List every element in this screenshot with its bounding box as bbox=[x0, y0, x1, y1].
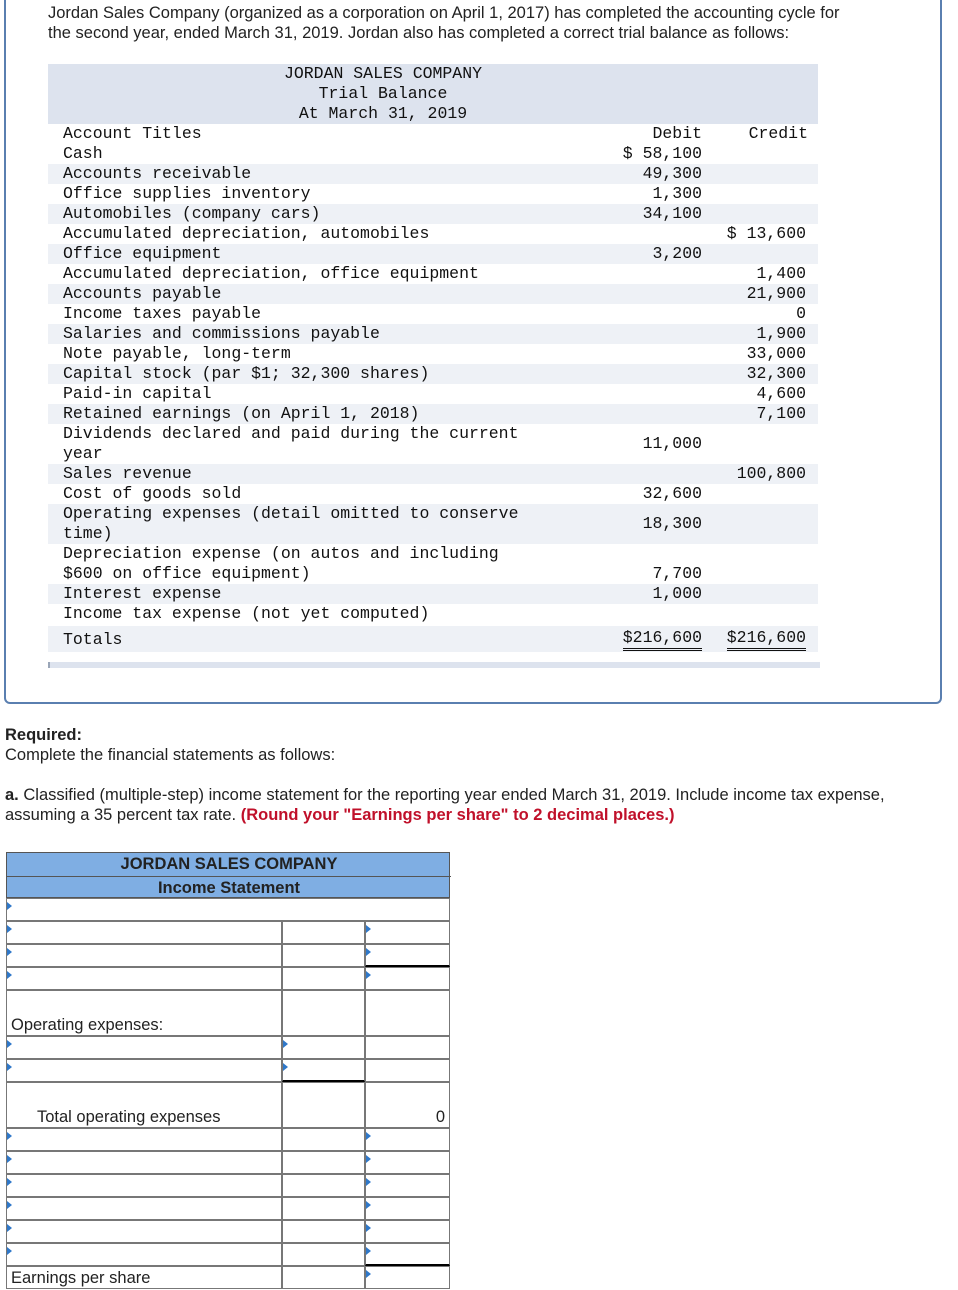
amount-input-outer[interactable] bbox=[365, 1151, 450, 1174]
tb-row bbox=[48, 544, 818, 584]
part-a-line-1: a. Classified (multiple-step) income statement for the reporting year ended March 31, 2019. Include income tax expense, bbox=[5, 786, 885, 804]
dropdown-arrow-icon bbox=[366, 1178, 371, 1186]
tb-account-title: Accounts receivable bbox=[63, 164, 252, 183]
tb-debit-amount: 7,700 bbox=[652, 564, 702, 583]
tb-account-title: Depreciation expense (on autos and including bbox=[63, 544, 499, 563]
statement-label-text: Earnings per share bbox=[11, 1269, 151, 1287]
amount-input-inner[interactable] bbox=[282, 1151, 365, 1174]
part-a-line-2 bbox=[5, 805, 945, 825]
tb-debit-amount: $ 58,100 bbox=[622, 144, 702, 163]
tb-row bbox=[48, 244, 818, 264]
income-statement-header bbox=[6, 852, 450, 898]
amount-input-outer[interactable] bbox=[365, 1082, 450, 1128]
amount-input-inner[interactable] bbox=[282, 1059, 365, 1082]
tb-account-title: Office supplies inventory bbox=[63, 184, 311, 203]
amount-input-outer[interactable] bbox=[365, 1036, 450, 1059]
dropdown-arrow-icon bbox=[7, 1063, 12, 1071]
amount-input-outer[interactable] bbox=[365, 1174, 450, 1197]
tb-row bbox=[48, 224, 818, 244]
amount-input-inner[interactable] bbox=[282, 1266, 365, 1289]
col-account-titles: Account Titles bbox=[63, 124, 202, 143]
tb-account-title: Income taxes payable bbox=[63, 304, 262, 323]
tb-debit-amount: 32,600 bbox=[642, 484, 702, 503]
tb-debit-amount: 11,000 bbox=[642, 434, 702, 453]
col-credit: Credit bbox=[748, 124, 808, 143]
amount-input-inner[interactable] bbox=[282, 1174, 365, 1197]
dropdown-arrow-icon bbox=[366, 1270, 371, 1278]
trial-balance-table bbox=[48, 64, 818, 668]
tb-credit-amount: 33,000 bbox=[746, 344, 806, 363]
tb-credit-amount: 21,900 bbox=[746, 284, 806, 303]
account-select[interactable] bbox=[6, 1128, 282, 1151]
required-instruction: Complete the financial statements as follows: bbox=[5, 746, 336, 764]
tb-account-title: Operating expenses (detail omitted to conserve bbox=[63, 504, 519, 523]
tb-row bbox=[48, 144, 818, 164]
dropdown-arrow-icon bbox=[366, 971, 371, 979]
tb-row bbox=[48, 324, 818, 344]
amount-input-outer[interactable] bbox=[365, 990, 450, 1036]
amount-input-outer[interactable] bbox=[365, 1059, 450, 1082]
statement-label bbox=[6, 990, 282, 1036]
amount-input-outer[interactable] bbox=[365, 1266, 450, 1289]
total-operating-expenses-value: 0 bbox=[435, 1108, 445, 1126]
intro-line-2: the second year, ended March 31, 2019. Jordan also has completed a correct trial balance as follows: bbox=[48, 24, 790, 42]
tb-row bbox=[48, 604, 818, 626]
tb-debit-amount: 49,300 bbox=[642, 164, 702, 183]
dropdown-arrow-icon bbox=[366, 1224, 371, 1232]
amount-input-inner[interactable] bbox=[282, 1128, 365, 1151]
dropdown-arrow-icon bbox=[7, 1132, 12, 1140]
tb-account-title: Cash bbox=[63, 144, 103, 163]
statement-label bbox=[6, 1266, 282, 1289]
account-select[interactable] bbox=[6, 1197, 282, 1220]
tb-debit-amount: 18,300 bbox=[642, 514, 702, 533]
tb-row bbox=[48, 584, 818, 604]
required-section bbox=[5, 725, 945, 825]
tb-row bbox=[48, 204, 818, 224]
tb-credit-amount: 1,400 bbox=[756, 264, 806, 283]
dropdown-arrow-icon bbox=[283, 1063, 288, 1071]
statement-label-text: Operating expenses: bbox=[11, 1016, 164, 1034]
tb-account-title: Paid-in capital bbox=[63, 384, 212, 403]
amount-input-outer[interactable] bbox=[365, 1243, 450, 1266]
tb-row bbox=[48, 304, 818, 324]
account-select[interactable] bbox=[6, 1243, 282, 1266]
tb-column-headers bbox=[48, 124, 818, 144]
tb-debit-amount: 1,300 bbox=[652, 184, 702, 203]
dropdown-arrow-icon bbox=[7, 1178, 12, 1186]
account-select[interactable] bbox=[6, 1151, 282, 1174]
dropdown-arrow-icon bbox=[7, 1155, 12, 1163]
tb-account-title: Accounts payable bbox=[63, 284, 222, 303]
tb-row bbox=[48, 404, 818, 424]
amount-input-inner[interactable] bbox=[282, 1036, 365, 1059]
account-select[interactable] bbox=[6, 1059, 282, 1082]
tb-debit-amount: 34,100 bbox=[642, 204, 702, 223]
problem-intro bbox=[48, 3, 928, 43]
tb-account-title: Sales revenue bbox=[63, 464, 192, 483]
account-select[interactable] bbox=[6, 921, 282, 944]
dropdown-arrow-icon bbox=[283, 1040, 288, 1048]
dropdown-arrow-icon bbox=[366, 1247, 371, 1255]
tb-account-title: Automobiles (company cars) bbox=[63, 204, 321, 223]
account-select[interactable] bbox=[6, 1174, 282, 1197]
tb-account-title: Accumulated depreciation, office equipment bbox=[63, 264, 479, 283]
amount-input-inner[interactable] bbox=[282, 967, 365, 990]
part-a-text: assuming a 35 percent tax rate. bbox=[5, 806, 237, 824]
tb-credit-amount: 1,900 bbox=[756, 324, 806, 343]
tb-account-title-cont: $600 on office equipment) bbox=[63, 564, 311, 583]
tb-account-title: Income tax expense (not yet computed) bbox=[63, 604, 430, 623]
dropdown-arrow-icon bbox=[7, 948, 12, 956]
tb-account-title: Salaries and commissions payable bbox=[63, 324, 380, 343]
tb-account-title: Retained earnings (on April 1, 2018) bbox=[63, 404, 420, 423]
tb-credit-amount: $216,600 bbox=[727, 628, 806, 651]
intro-line-1: Jordan Sales Company (organized as a corporation on April 1, 2017) has completed the accounting cycle for bbox=[48, 4, 840, 22]
tb-row bbox=[48, 464, 818, 484]
col-debit: Debit bbox=[652, 124, 702, 143]
tb-account-title: Totals bbox=[63, 630, 123, 649]
tb-debit-amount: $216,600 bbox=[623, 628, 702, 651]
tb-credit-amount: $ 13,600 bbox=[726, 224, 806, 243]
dropdown-arrow-icon bbox=[366, 925, 371, 933]
tb-row bbox=[48, 184, 818, 204]
tb-row bbox=[48, 284, 818, 304]
tb-debit-amount: 3,200 bbox=[652, 244, 702, 263]
dropdown-arrow-icon bbox=[366, 1155, 371, 1163]
tb-account-title: Cost of goods sold bbox=[63, 484, 242, 503]
amount-input-outer[interactable] bbox=[365, 921, 450, 944]
tb-credit-amount: 100,800 bbox=[736, 464, 806, 483]
tb-credit-amount: 32,300 bbox=[746, 364, 806, 383]
is-company: JORDAN SALES COMPANY bbox=[120, 855, 338, 873]
amount-input-outer[interactable] bbox=[365, 944, 450, 967]
tb-account-title: Accumulated depreciation, automobiles bbox=[63, 224, 430, 243]
required-heading: Required: bbox=[5, 726, 83, 744]
amount-input-outer[interactable] bbox=[365, 1128, 450, 1151]
tb-debit-amount: 1,000 bbox=[652, 584, 702, 603]
tb-row bbox=[48, 626, 818, 652]
tb-credit-amount: 4,600 bbox=[756, 384, 806, 403]
tb-account-title: Note payable, long-term bbox=[63, 344, 291, 363]
dropdown-arrow-icon bbox=[7, 1201, 12, 1209]
rounding-note: (Round your "Earnings per share" to 2 decimal places.) bbox=[240, 806, 675, 824]
amount-input-inner[interactable] bbox=[282, 1243, 365, 1266]
tb-row bbox=[48, 384, 818, 404]
trial-balance-footer-bar bbox=[48, 662, 820, 668]
tb-credit-amount: 0 bbox=[796, 304, 806, 323]
amount-input-inner[interactable] bbox=[282, 990, 365, 1036]
tb-account-title: Interest expense bbox=[63, 584, 222, 603]
amount-input-outer[interactable] bbox=[365, 967, 450, 990]
dropdown-arrow-icon bbox=[366, 948, 371, 956]
tb-account-title-cont: year bbox=[63, 444, 103, 463]
tb-account-title: Dividends declared and paid during the current bbox=[63, 424, 519, 443]
tb-company: JORDAN SALES COMPANY bbox=[283, 64, 483, 83]
tb-row bbox=[48, 364, 818, 384]
amount-input-inner[interactable] bbox=[282, 921, 365, 944]
dropdown-arrow-icon bbox=[7, 1247, 12, 1255]
tb-row bbox=[48, 504, 818, 544]
account-select[interactable] bbox=[6, 967, 282, 990]
tb-row bbox=[48, 264, 818, 284]
dropdown-arrow-icon bbox=[7, 1224, 12, 1232]
account-select[interactable] bbox=[6, 1220, 282, 1243]
amount-input-inner[interactable] bbox=[282, 1082, 365, 1128]
is-title: Income Statement bbox=[7, 876, 451, 899]
tb-row bbox=[48, 424, 818, 464]
dropdown-arrow-icon bbox=[7, 971, 12, 979]
statement-heading-input[interactable] bbox=[6, 898, 450, 921]
amount-input-inner[interactable] bbox=[282, 944, 365, 967]
dropdown-arrow-icon bbox=[366, 1132, 371, 1140]
amount-input-inner[interactable] bbox=[282, 1220, 365, 1243]
tb-row bbox=[48, 344, 818, 364]
statement-label-text: Total operating expenses bbox=[37, 1108, 221, 1126]
amount-input-outer[interactable] bbox=[365, 1220, 450, 1243]
dropdown-arrow-icon bbox=[366, 1201, 371, 1209]
account-select[interactable] bbox=[6, 944, 282, 967]
tb-credit-amount: 7,100 bbox=[756, 404, 806, 423]
tb-title: Trial Balance bbox=[318, 84, 448, 103]
statement-label bbox=[6, 1082, 282, 1128]
tb-account-title: Capital stock (par $1; 32,300 shares) bbox=[63, 364, 430, 383]
tb-row bbox=[48, 164, 818, 184]
dropdown-arrow-icon bbox=[7, 925, 12, 933]
tb-account-title-cont: time) bbox=[63, 524, 113, 543]
dropdown-arrow-icon bbox=[7, 902, 12, 910]
amount-input-inner[interactable] bbox=[282, 1197, 365, 1220]
dropdown-arrow-icon bbox=[7, 1040, 12, 1048]
tb-date: At March 31, 2019 bbox=[298, 104, 468, 123]
amount-input-outer[interactable] bbox=[365, 1197, 450, 1220]
tb-account-title: Office equipment bbox=[63, 244, 222, 263]
tb-row bbox=[48, 484, 818, 504]
account-select[interactable] bbox=[6, 1036, 282, 1059]
income-statement-form bbox=[6, 852, 450, 1290]
